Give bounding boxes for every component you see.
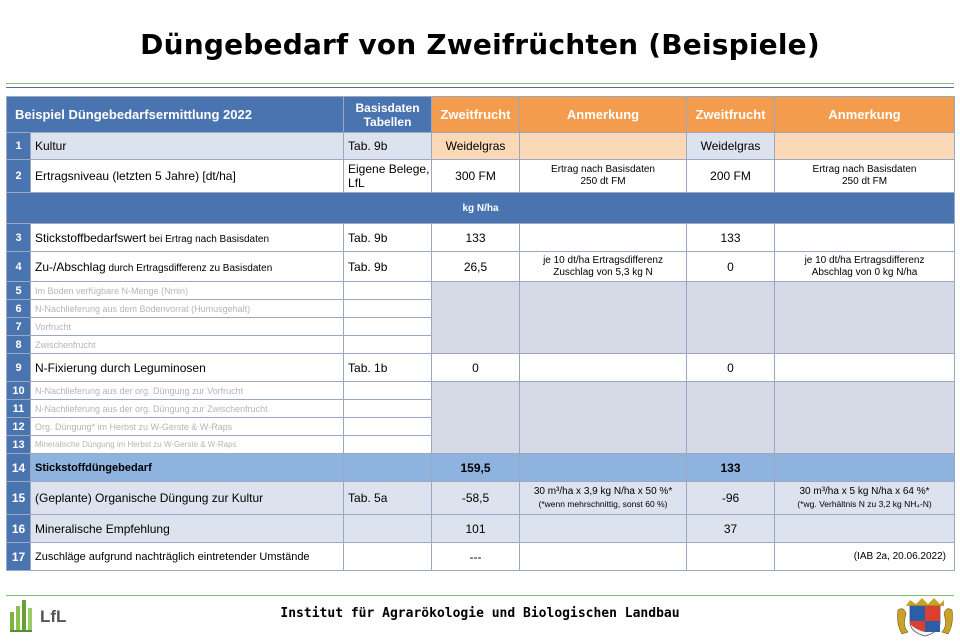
row-source: Eigene Belege, LfL (344, 160, 432, 193)
divider (6, 595, 954, 596)
row-label: Kultur (31, 133, 344, 160)
note-2 (775, 354, 955, 382)
table-row (7, 282, 955, 300)
row-label: N-Nachlieferung aus der org. Düngung zur Zwischenfrucht (31, 400, 344, 418)
note-1 (520, 252, 687, 282)
note-line: 250 dt FM (580, 176, 626, 187)
label-detail: durch Ertragsdifferenz zu Basisdaten (105, 262, 273, 274)
value-2: 0 (687, 354, 775, 382)
row-number: 6 (7, 300, 31, 318)
fertilizer-table (6, 96, 955, 571)
note-line: 30 m³/ha x 3,9 kg N/ha x 50 %* (533, 486, 673, 497)
row-number: 3 (7, 224, 31, 252)
anmerkung-header-2: Anmerkung (775, 97, 955, 133)
value-1: Weidelgras (432, 133, 520, 160)
table-row-total (7, 454, 955, 482)
basisdaten-header: Basisdaten Tabellen (344, 97, 432, 133)
note-2 (775, 224, 955, 252)
divider (6, 87, 954, 88)
note-2 (775, 160, 955, 193)
note-line: (*wg. Verhältnis N zu 3,2 kg NH₄-N) (797, 499, 932, 509)
note-1 (520, 224, 687, 252)
row-label: Org. Düngung* im Herbst zu W-Gerste & W-Raps (31, 418, 344, 436)
note-line: 250 dt FM (842, 176, 888, 187)
table-row (7, 224, 955, 252)
note-2 (775, 252, 955, 282)
divider (6, 83, 954, 84)
row-label: Ertragsniveau (letzten 5 Jahre) [dt/ha] (31, 160, 344, 193)
row-source (344, 515, 432, 543)
note-1 (520, 543, 687, 571)
table-row (7, 482, 955, 515)
row-number: 15 (7, 482, 31, 515)
note-1 (520, 482, 687, 515)
value-2: 133 (687, 454, 775, 482)
value-2: Weidelgras (687, 133, 775, 160)
unit-row (7, 193, 955, 224)
table-row (7, 252, 955, 282)
note-line: je 10 dt/ha Ertragsdifferenz (543, 254, 663, 266)
note-line: Ertrag nach Basisdaten (812, 164, 917, 175)
row-number: 17 (7, 543, 31, 571)
page-title: Düngebedarf von Zweifrüchten (Beispiele) (140, 28, 820, 61)
empty-block (687, 382, 775, 454)
table-row (7, 382, 955, 400)
value-1: 0 (432, 354, 520, 382)
note-2 (775, 482, 955, 515)
note-1 (520, 515, 687, 543)
row-source: Tab. 9b (344, 224, 432, 252)
note-line: 30 m³/ha x 5 kg N/ha x 64 %* (799, 486, 930, 497)
note-line: (*wenn mehrschnittig, sonst 60 %) (538, 499, 668, 509)
value-1: -58,5 (432, 482, 520, 515)
value-1: --- (432, 543, 520, 571)
value-2 (687, 543, 775, 571)
row-source (344, 300, 432, 318)
row-number: 4 (7, 252, 31, 282)
row-label: Im Boden verfügbare N-Menge (Nmin) (31, 282, 344, 300)
row-label: Vorfrucht (31, 318, 344, 336)
row-source: Tab. 5a (344, 482, 432, 515)
value-1: 101 (432, 515, 520, 543)
source-date: (IAB 2a, 20.06.2022) (775, 543, 955, 571)
row-label: N-Fixierung durch Leguminosen (31, 354, 344, 382)
row-label: Zwischenfrucht (31, 336, 344, 354)
empty-block (775, 382, 955, 454)
value-2: 133 (687, 224, 775, 252)
row-number: 12 (7, 418, 31, 436)
bavaria-crest-icon (896, 596, 954, 638)
label-main: Zu-/Abschlag (35, 259, 106, 274)
empty-block (520, 282, 687, 354)
empty-block (432, 382, 520, 454)
anmerkung-header-1: Anmerkung (520, 97, 687, 133)
zweitfrucht-header-2: Zweitfrucht (687, 97, 775, 133)
institute-name: Institut für Agrarökologie und Biologischen Landbau (280, 606, 680, 621)
value-1: 159,5 (432, 454, 520, 482)
row-source: Tab. 9b (344, 252, 432, 282)
row-number: 13 (7, 436, 31, 454)
empty-block (432, 282, 520, 354)
row-source (344, 454, 432, 482)
value-2: 37 (687, 515, 775, 543)
row-label: Stickstoffdüngebedarf (31, 454, 344, 482)
row-source (344, 543, 432, 571)
row-source: Tab. 1b (344, 354, 432, 382)
note-line: je 10 dt/ha Ertragsdifferenz (804, 254, 925, 266)
row-label (31, 224, 344, 252)
row-source (344, 418, 432, 436)
value-1: 133 (432, 224, 520, 252)
row-number: 9 (7, 354, 31, 382)
row-label (31, 252, 344, 282)
row-source (344, 318, 432, 336)
table-row (7, 515, 955, 543)
row-number: 8 (7, 336, 31, 354)
table-header-row (7, 97, 955, 133)
row-number: 2 (7, 160, 31, 193)
row-label: N-Nachlieferung aus dem Bodenvorrat (Humusgehalt) (31, 300, 344, 318)
empty-block (687, 282, 775, 354)
example-header: Beispiel Düngebedarfsermittlung 2022 (7, 97, 344, 133)
row-source (344, 382, 432, 400)
table-row (7, 354, 955, 382)
row-number: 1 (7, 133, 31, 160)
row-source (344, 436, 432, 454)
empty-block (520, 382, 687, 454)
note-1 (520, 133, 687, 160)
value-1: 300 FM (432, 160, 520, 193)
note-line: Zuschlag von 5,3 kg N (553, 266, 653, 278)
row-number: 10 (7, 382, 31, 400)
row-source (344, 336, 432, 354)
row-label: Mineralische Empfehlung (31, 515, 344, 543)
note-1 (520, 160, 687, 193)
row-number: 5 (7, 282, 31, 300)
row-source: Tab. 9b (344, 133, 432, 160)
value-2: -96 (687, 482, 775, 515)
row-source (344, 282, 432, 300)
row-source (344, 400, 432, 418)
row-label: (Geplante) Organische Düngung zur Kultur (31, 482, 344, 515)
value-1: 26,5 (432, 252, 520, 282)
note-1 (520, 354, 687, 382)
row-number: 7 (7, 318, 31, 336)
unit-label: kg N/ha (7, 193, 955, 224)
table-row (7, 160, 955, 193)
value-2: 0 (687, 252, 775, 282)
label-detail: bei Ertrag nach Basisdaten (146, 233, 270, 245)
row-number: 16 (7, 515, 31, 543)
value-2: 200 FM (687, 160, 775, 193)
note-line: Ertrag nach Basisdaten (551, 164, 655, 175)
table-row (7, 133, 955, 160)
table-row (7, 543, 955, 571)
row-number: 14 (7, 454, 31, 482)
zweitfrucht-header-1: Zweitfrucht (432, 97, 520, 133)
note-1 (520, 454, 687, 482)
label-main: Stickstoffbedarfswert (35, 230, 147, 245)
note-2 (775, 133, 955, 160)
row-label: Mineralische Düngung im Herbst zu W-Gerste & W-Raps (31, 436, 344, 454)
note-2 (775, 515, 955, 543)
row-number: 11 (7, 400, 31, 418)
logo-text: LfL (40, 607, 67, 626)
empty-block (775, 282, 955, 354)
note-line: Abschlag von 0 kg N/ha (811, 266, 918, 278)
row-label: N-Nachlieferung aus der org. Düngung zur Vorfrucht (31, 382, 344, 400)
row-label: Zuschläge aufgrund nachträglich eintretender Umstände (31, 543, 344, 571)
note-2 (775, 454, 955, 482)
